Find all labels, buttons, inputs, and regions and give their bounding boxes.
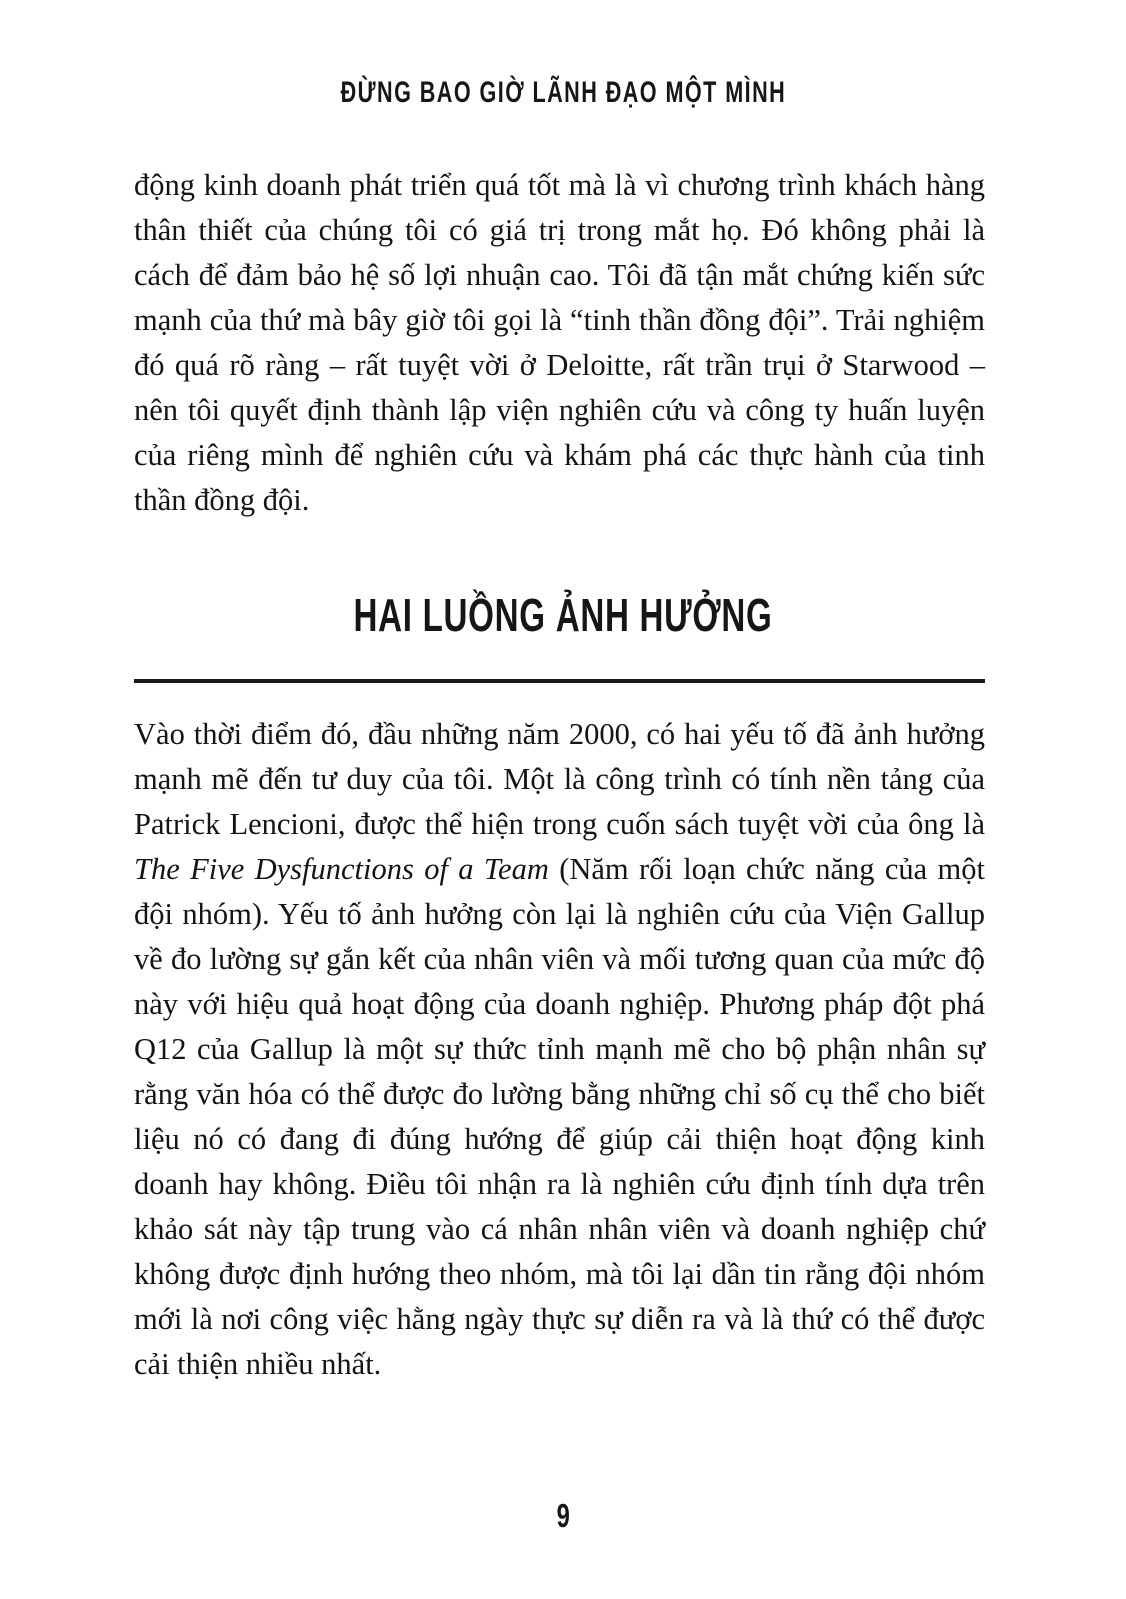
- paragraph-continuation: động kinh doanh phát triển quá tốt mà là vì chương trình khách hàng thân thiết của chúng tôi có giá trị trong mắt họ. Đó không phải là cách để đảm bảo hệ số lợi nhuận cao. Tôi đã tận mắt chứng kiến sức mạnh của thứ mà bây giờ tôi gọi là “tinh thần đồng đội”. Trải nghiệm đó quá rõ ràng – rất tuyệt vời ở Deloitte, rất trần trụi ở Starwood – nên tôi quyết định thành lập viện nghiên cứu và công ty huấn luyện của riêng mình để nghiên cứu và khám phá các thực hành của tinh thần đồng đội.: [134, 168, 985, 517]
- para2-text-after-italic: (Năm rối loạn chức năng của một đội nhóm). Yếu tố ảnh hưởng còn lại là nghiên cứu của Viện Gallup về đo lường sự gắn kết của nhân viên và mối tương quan của mức độ này với hiệu quả hoạt động của doanh nghiệp. Phương pháp đột phá Q12 của Gallup là một sự thức tỉnh mạnh mẽ cho bộ phận nhân sự rằng văn hóa có thể được đo lường bằng những chỉ số cụ thể cho biết liệu nó có đang đi đúng hướng để giúp cải thiện hoạt động kinh doanh hay không. Điều tôi nhận ra là nghiên cứu định tính dựa trên khảo sát này tập trung vào cá nhân nhân viên và doanh nghiệp chứ không được định hướng theo nhóm, mà tôi lại dần tin rằng đội nhóm mới là nơi công việc hằng ngày thực sự diễn ra và là thứ có thể được cải thiện nhiều nhất.: [134, 852, 985, 1381]
- page-number: [0, 1497, 1126, 1535]
- page-number-value: 9: [556, 1497, 570, 1534]
- book-title: ĐỪNG BAO GIỜ LÃNH ĐẠO MỘT MÌNH: [340, 76, 786, 109]
- section-heading: [0, 588, 1126, 642]
- para2-text-before-italic: Vào thời điểm đó, đầu những năm 2000, có hai yếu tố đã ảnh hưởng mạnh mẽ đến tư duy của tôi. Một là công trình có tính nền tảng của Patrick Lencioni, được thể hiện trong cuốn sách tuyệt vời của ông là: [134, 717, 985, 841]
- running-header: [0, 76, 1126, 110]
- paragraph-two: [134, 712, 985, 1387]
- section-divider: [134, 679, 985, 683]
- section-heading-label: HAI LUỒNG ẢNH HƯỞNG: [353, 589, 773, 641]
- cited-book-title: The Five Dysfunctions of a Team: [134, 852, 549, 886]
